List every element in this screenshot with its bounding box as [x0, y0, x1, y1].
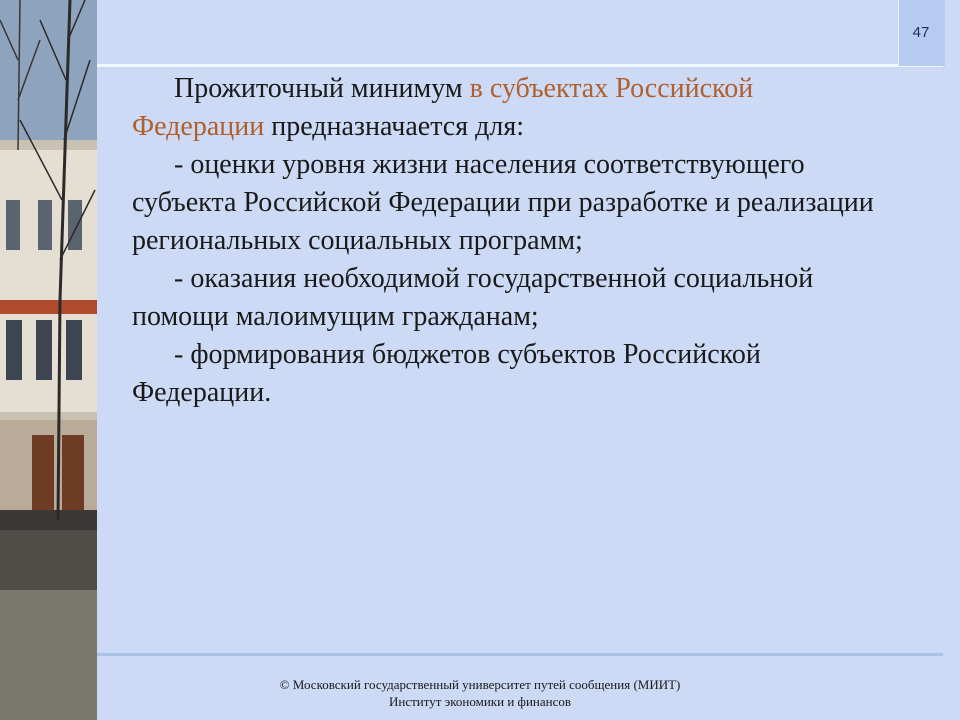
intro-text-end: предназначается для: [264, 111, 524, 142]
footer-institute: Институт экономики и финансов [388, 694, 572, 709]
footer-copyright: © Московский государственный университет путей сообщения (МИИТ) [279, 677, 681, 692]
list-item-budgets: - формирования бюджетов субъектов Российской Федерации. [132, 339, 761, 408]
list-item-social-help: - оказания необходимой государственной социальной помощи малоимущим гражданам; [132, 263, 814, 332]
intro-accent-text: в субъектах Российской Федерации [132, 73, 754, 142]
top-divider [97, 64, 943, 67]
slide-body-text [132, 70, 892, 412]
footer [200, 676, 760, 710]
bottom-divider [97, 653, 943, 656]
intro-paragraph [132, 70, 892, 146]
intro-text-start: Прожиточный минимум [174, 73, 470, 104]
list-item-living-standard: - оценки уровня жизни населения соответствующего субъекта Российской Федерации при разработке и реализации региональных социальных программ; [132, 149, 874, 256]
background-photo-building [0, 0, 97, 720]
page-number: 47 [912, 24, 930, 41]
building-photo-illustration [0, 0, 97, 720]
